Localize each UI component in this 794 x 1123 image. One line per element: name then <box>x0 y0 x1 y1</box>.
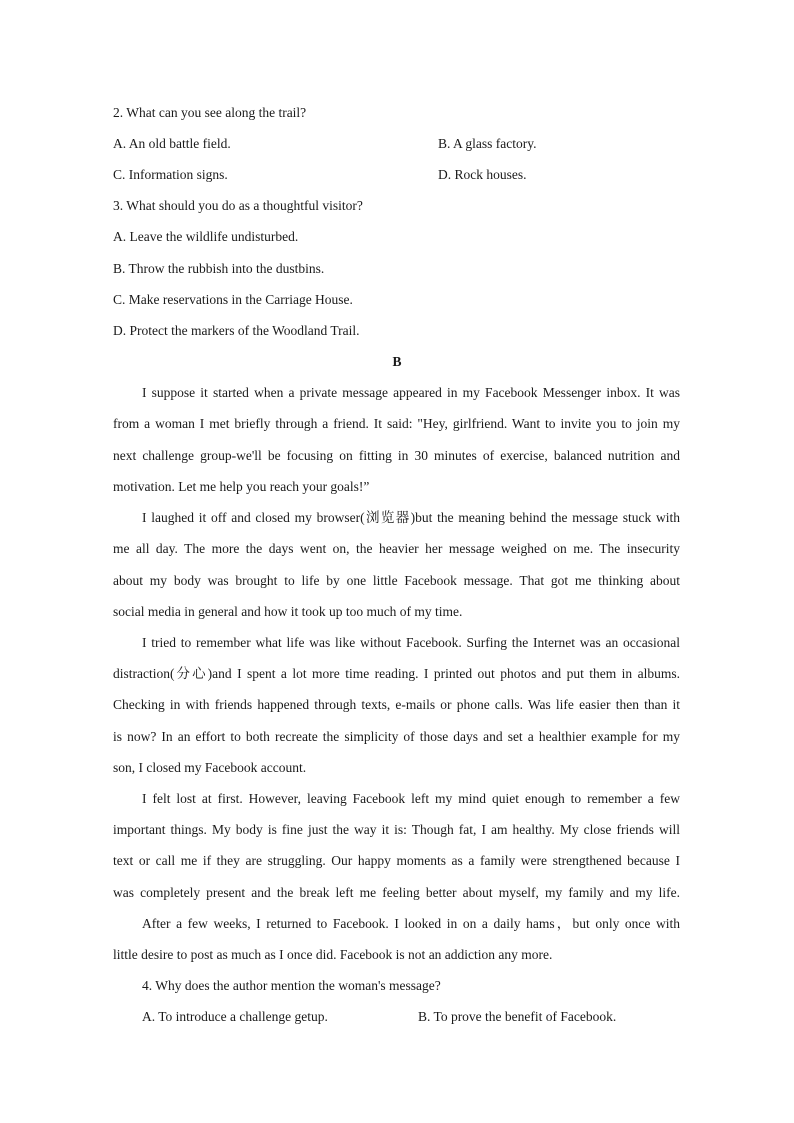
passage-line: I tried to remember what life was like without Facebook. Surfing the Internet was an occasional <box>142 635 680 650</box>
passage-line: is now? In an effort to both recreate the simplicity of those days and set a healthier example for my <box>113 729 680 744</box>
passage-line: I suppose it started when a private message appeared in my Facebook Messenger inbox. It was <box>142 385 680 400</box>
passage-line: I laughed it off and closed my browser(浏览器)but the meaning behind the message stuck with <box>142 510 680 525</box>
question-2-option-c: C. Information signs. <box>113 167 228 182</box>
passage-line: I felt lost at first. However, leaving Facebook left my mind quiet enough to remember a few <box>142 791 680 806</box>
passage-line: distraction(分心)and I spent a lot more time reading. I printed out photos and put them in albums. <box>113 666 680 681</box>
passage-line: social media in general and how it took up too much of my time. <box>113 604 463 619</box>
passage-line: me all day. The more the days went on, the heavier her message weighed on me. The insecurity <box>113 541 680 556</box>
passage-line: little desire to post as much as I once did. Facebook is not an addiction any more. <box>113 947 553 962</box>
passage-line: important things. My body is fine just the way it is: Though fat, I am healthy. My close friends will <box>113 822 680 837</box>
question-3-option-a: A. Leave the wildlife undisturbed. <box>113 229 299 244</box>
passage-line: text or call me if they are struggling. Our happy moments as a family were strengthened because I <box>113 853 680 868</box>
question-4-stem: 4. Why does the author mention the woman's message? <box>142 978 441 993</box>
passage-line: was completely present and the break left me feeling better about myself, my family and my life. <box>113 885 680 900</box>
question-4-option-a: A. To introduce a challenge getup. <box>142 1009 328 1024</box>
passage-line: next challenge group-we'll be focusing on fitting in 30 minutes of exercise, balanced nutrition and <box>113 448 680 463</box>
passage-line: from a woman I met briefly through a friend. It said: "Hey, girlfriend. Want to invite you to join my <box>113 416 680 431</box>
passage-line: son, I closed my Facebook account. <box>113 760 307 775</box>
passage-line: Checking in with friends happened through texts, e-mails or phone calls. Was life easier then than it <box>113 697 680 712</box>
question-2-option-b: B. A glass factory. <box>438 136 537 151</box>
section-b-heading: B <box>392 354 402 369</box>
question-2-option-d: D. Rock houses. <box>438 167 527 182</box>
question-3-option-b: B. Throw the rubbish into the dustbins. <box>113 261 325 276</box>
passage-line: motivation. Let me help you reach your goals!” <box>113 479 370 494</box>
question-2-stem: 2. What can you see along the trail? <box>113 105 307 120</box>
question-3-option-d: D. Protect the markers of the Woodland Trail. <box>113 323 360 338</box>
question-3-option-c: C. Make reservations in the Carriage House. <box>113 292 353 307</box>
passage-line: about my body was brought to life by one little Facebook message. That got me thinking about <box>113 573 680 588</box>
passage-line: After a few weeks, I returned to Facebook. I looked in on a daily hams，but only once with <box>142 916 680 931</box>
question-4-option-b: B. To prove the benefit of Facebook. <box>418 1009 617 1024</box>
question-2-option-a: A. An old battle field. <box>113 136 231 151</box>
question-3-stem: 3. What should you do as a thoughtful visitor? <box>113 198 363 213</box>
